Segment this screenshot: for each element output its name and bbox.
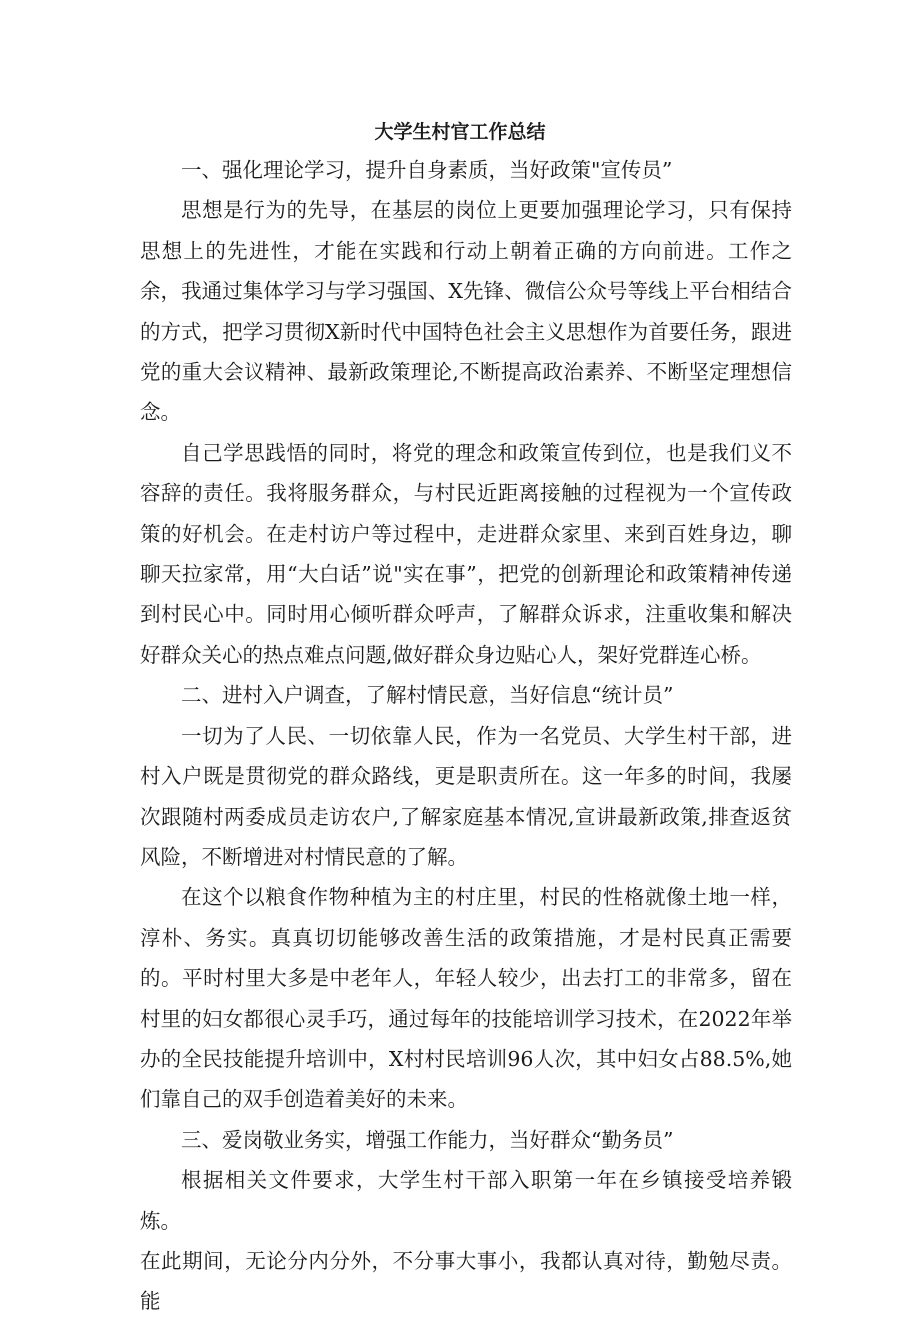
body-paragraph: 在这个以粮食作物种植为主的村庄里，村民的性格就像土地一样，淳朴、务实。真真切切能够改善生活的政策措施，才是村民真正需要的。平时村里大多是中老年人，年轻人较少，出去打工的非常多，留在村里的妇女都很心灵手巧，通过每年的技能培训学习技术，在2022年举办的全民技能提升培训中，X村村民培训96人次，其中妇女占88.5%,她们靠自己的双手创造着美好的未来。 xyxy=(140,885,792,1112)
section-heading-3: 三、爱岗敬业务实，增强工作能力，当好群众“勤务员” xyxy=(181,1127,674,1152)
body-paragraph: 根据相关文件要求，大学生村干部入职第一年在乡镇接受培养锻炼。 xyxy=(140,1168,792,1233)
section-heading-2: 二、进村入户调查，了解村情民意，当好信息“统计员” xyxy=(181,683,674,708)
document-title: 大学生村官工作总结 xyxy=(374,121,546,143)
body-paragraph: 自己学思践悟的同时，将党的理念和政策宣传到位，也是我们义不容辞的责任。我将服务群众，与村民近距离接触的过程视为一个宣传政策的好机会。在走村访户等过程中，走进群众家里、来到百姓身边，聊聊天拉家常，用“大白话”说"实在事”，把党的创新理论和政策精神传递到村民心中。同时用心倾听群众呼声，了解群众诉求，注重收集和解决好群众关心的热点难点问题,做好群众身边贴心人，架好党群连心桥。 xyxy=(140,440,792,667)
body-paragraph: 一切为了人民、一切依靠人民，作为一名党员、大学生村干部，进村入户既是贯彻党的群众路线，更是职责所在。这一年多的时间，我屡次跟随村两委成员走访农户,了解家庭基本情况,宣讲最新政策,排查返贫风险，不断增进对村情民意的了解。 xyxy=(140,723,792,869)
body-paragraph: 思想是行为的先导，在基层的岗位上更要加强理论学习，只有保持思想上的先进性，才能在实践和行动上朝着正确的方向前进。工作之余，我通过集体学习与学习强国、X先锋、微信公众号等线上平台相结合的方式，把学习贯彻X新时代中国特色社会主义思想作为首要任务，跟进党的重大会议精神、最新政策理论,不断提高政治素养、不断坚定理想信念。 xyxy=(140,198,792,425)
body-paragraph-continued: 在此期间，无论分内分外，不分事大事小，我都认真对待，勤勉尽责。能 xyxy=(140,1248,792,1314)
section-heading-1: 一、强化理论学习，提升自身素质，当好政策"宣传员” xyxy=(181,158,673,182)
document-body xyxy=(140,150,792,1322)
